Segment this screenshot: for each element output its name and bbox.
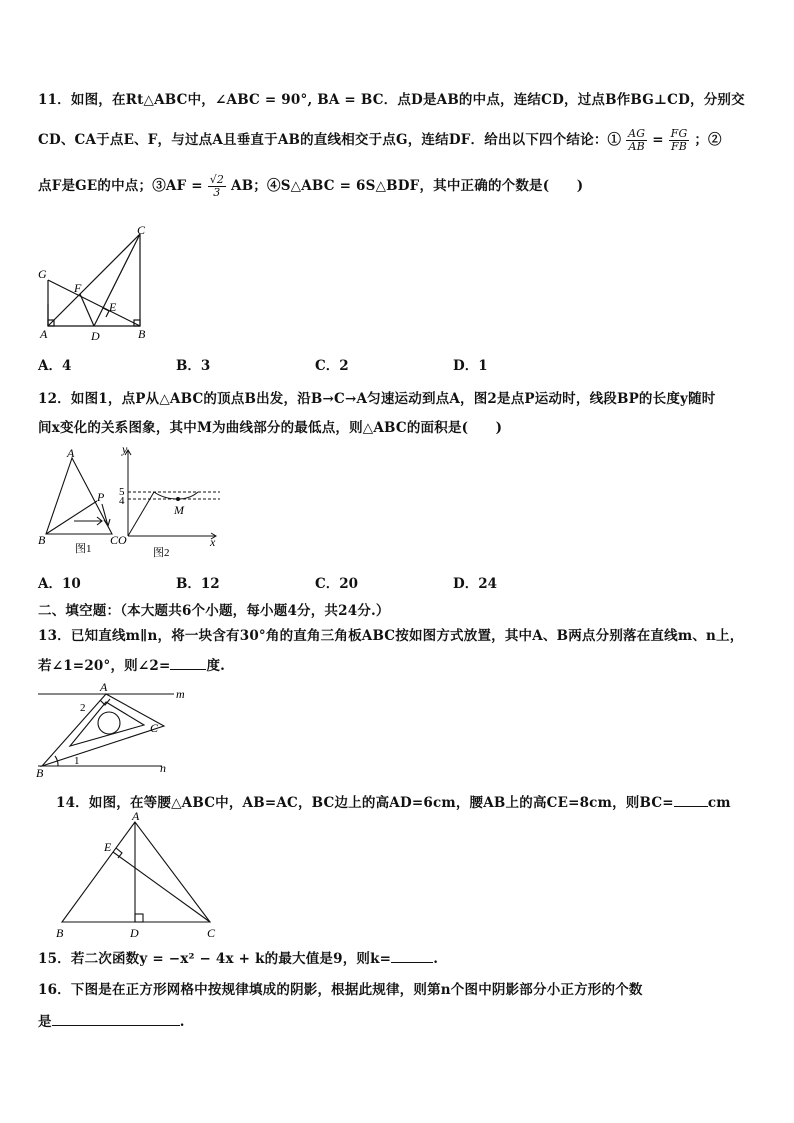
q11-option-c[interactable]: C．2 (315, 358, 349, 374)
q14-answer-blank[interactable] (674, 794, 708, 807)
q14-line1 (56, 791, 731, 811)
q13-figure (34, 678, 204, 782)
q11-figure (30, 222, 160, 346)
q13-answer-blank[interactable] (170, 657, 206, 670)
q12-figure2 (112, 444, 222, 560)
q11-den-3: 3 (213, 186, 221, 199)
q11-frac2-numerator: FG (670, 127, 688, 140)
q12-option-c[interactable]: C．20 (315, 576, 359, 592)
q13-line2 (38, 654, 225, 674)
q16-line2-a: 是 (38, 1014, 52, 1030)
q12-fig2-caption: 图2 (153, 547, 170, 559)
q13-label-n: n (160, 761, 166, 775)
q15-line-b: . (433, 951, 439, 967)
q11-line2-suffix: ；② (694, 132, 722, 148)
q11-label-b: B (138, 327, 146, 341)
q11-frac1-denominator: AB (628, 140, 645, 153)
q11-frac1-numerator: AG (628, 127, 646, 140)
q15-line-a: 15．若二次函数y = −x² − 4x + k的最大值是9，则k= (38, 951, 392, 967)
q12-option-a[interactable]: A．10 (38, 576, 81, 592)
section2-title: 二、填空题：（本大题共6个小题，每小题4分，共24分.） (38, 603, 390, 619)
q15-answer-blank[interactable] (391, 950, 433, 963)
q12-fig1-label-b: B (38, 533, 46, 547)
q13-label-c: C (150, 721, 159, 735)
q14-line1-a: 14．如图，在等腰△ABC中，AB=AC，BC边上的高AD=6cm，腰AB上的高CE=8cm，则BC= (56, 795, 674, 811)
q12-fig1-label-p: P (97, 490, 105, 504)
q11-label-d: D (91, 329, 100, 343)
q13-label-1: 1 (74, 755, 80, 767)
q11-fraction-fg-fb (669, 128, 690, 153)
q14-label-e: E (104, 840, 112, 854)
q16-line2-b: . (179, 1014, 185, 1030)
q12-option-d[interactable]: D．24 (453, 576, 497, 592)
q13-label-m: m (176, 687, 185, 701)
q11-line3-b: AB；④S△ABC = 6S△BDF，其中正确的个数是( ) (231, 178, 584, 194)
q11-option-a[interactable]: A．4 (38, 358, 72, 374)
q11-option-d[interactable]: D．1 (453, 358, 488, 374)
q12-fig2-label-m: M (174, 503, 184, 517)
q14-label-b: B (56, 926, 64, 940)
q11-label-a: A (40, 327, 48, 341)
q11-label-g: G (38, 267, 47, 281)
q14-label-a: A (132, 810, 140, 823)
q14-label-c: C (207, 926, 216, 940)
q11-label-c: C (137, 223, 146, 237)
q13-label-b: B (36, 766, 44, 780)
q12-figure1 (34, 446, 124, 560)
q16-line2 (38, 1010, 185, 1030)
q12-line1: 12．如图1，点P从△ABC的顶点B出发，沿B→C→A匀速运动到点A，图2是点P运动时，线段BP的长度y随时 (38, 391, 716, 407)
q12-fig1-label-a: A (67, 446, 75, 460)
q11-line1: 11．如图，在Rt△ABC中，∠ABC = 90°, BA = BC．点D是AB的中点，连结CD，过点B作BG⊥CD，分别交 (38, 92, 745, 108)
q12-fig2-label-5: 5 (119, 486, 125, 498)
q14-figure (50, 810, 222, 944)
q11-label-e: E (109, 300, 117, 314)
q12-fig1-label-c: C (110, 533, 119, 547)
q11-label-f: F (74, 281, 82, 295)
q11-frac2-denominator: FB (670, 140, 688, 153)
q11-line2-prefix: CD、CA于点E、F，与过点A且垂直于AB的直线相交于点G，连结DF．给出以下四个结论：① (38, 132, 622, 148)
q16-line1: 16．下图是在正方形网格中按规律填成的阴影，根据此规律，则第n个图中阴影部分小正方形的个数 (38, 982, 643, 998)
q12-option-b[interactable]: B．12 (176, 576, 220, 592)
q11-equals: = (652, 132, 664, 148)
q16-answer-blank[interactable] (52, 1013, 180, 1026)
q12-fig2-label-x: x (210, 535, 216, 549)
q11-line3-a: 点F是GE的中点；③AF = (38, 178, 203, 194)
q13-line1: 13．已知直线m∥n，将一块含有30°角的直角三角板ABC按如图方式放置，其中A、B两点分别落在直线m、n上， (38, 628, 744, 644)
q11-fraction-sqrt2-3 (208, 174, 226, 199)
q14-line1-b: cm (707, 795, 731, 811)
q11-line2 (38, 128, 722, 153)
q12-fig2-label-4: 4 (119, 495, 125, 507)
q11-option-b[interactable]: B．3 (176, 358, 211, 374)
q15-line (38, 947, 438, 967)
q12-fig1-caption: 图1 (75, 543, 92, 555)
q12-fig2-label-y: y (122, 444, 128, 456)
q12-fig2-label-o: O (118, 533, 127, 547)
q12-line2: 间x变化的关系图象，其中M为曲线部分的最低点，则△ABC的面积是( ) (38, 420, 503, 436)
q13-line2-b: 度. (206, 658, 226, 674)
q13-label-a: A (100, 680, 108, 694)
q11-fraction-ag-ab (626, 128, 647, 153)
q11-sqrt2: √2 (209, 173, 225, 186)
q14-label-d: D (130, 926, 139, 940)
q13-label-2: 2 (80, 702, 86, 714)
q13-line2-a: 若∠1=20°，则∠2= (38, 658, 171, 674)
q11-line3 (38, 174, 583, 199)
